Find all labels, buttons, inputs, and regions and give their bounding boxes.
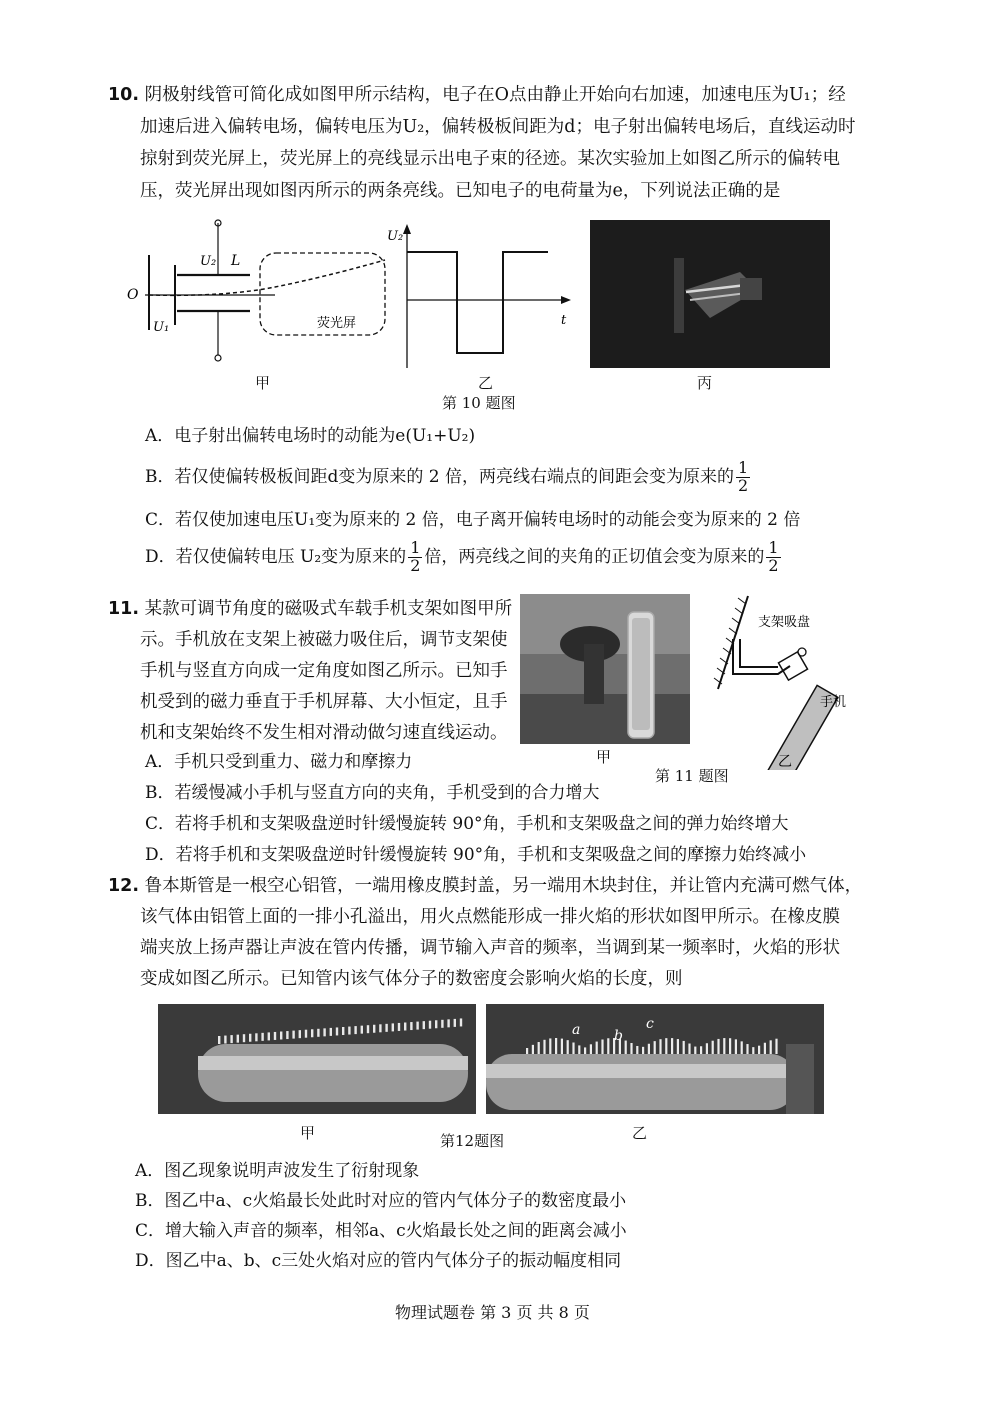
flame — [416, 1022, 418, 1030]
flame — [717, 1039, 719, 1054]
label-l: L — [231, 253, 241, 269]
flame — [218, 1036, 220, 1044]
q11-line-3: 手机与竖直方向成一定角度如图乙所示。已知手 — [140, 661, 508, 681]
flame — [636, 1046, 638, 1054]
q10-option-b — [145, 460, 752, 495]
q10-option-a: A．电子射出偏转电场时的动能为e(U₁+U₂) — [145, 426, 476, 446]
flame — [404, 1023, 406, 1031]
flame — [758, 1046, 760, 1054]
flame — [746, 1044, 748, 1054]
figure-12-jia-photo — [158, 1004, 476, 1114]
label-t-axis: t — [561, 313, 567, 328]
flame — [354, 1026, 356, 1034]
flame — [410, 1022, 412, 1030]
flame — [447, 1019, 449, 1027]
flame — [249, 1034, 251, 1042]
flame — [723, 1038, 725, 1054]
flame — [549, 1038, 551, 1054]
flame — [392, 1023, 394, 1031]
flame — [770, 1040, 772, 1054]
label-u2: U₂ — [200, 254, 217, 269]
flame — [543, 1040, 545, 1054]
flame — [317, 1029, 319, 1037]
q10-option-b-text: B．若仅使偏转极板间距d变为原来的 2 倍，两亮线右端点的间距会变为原来的 — [145, 466, 734, 487]
flame — [460, 1018, 462, 1026]
q10-number: 10. — [108, 85, 140, 105]
label-11-jia: 甲 — [596, 748, 612, 766]
flame — [630, 1043, 632, 1054]
flame — [654, 1041, 656, 1054]
flame — [330, 1028, 332, 1036]
flame — [590, 1044, 592, 1054]
label-u1: U₁ — [153, 320, 170, 335]
label-sucker: 支架吸盘 — [758, 615, 811, 630]
flame — [671, 1038, 673, 1054]
flame — [348, 1027, 350, 1035]
figure-10-bing-photo — [590, 220, 830, 368]
q10-option-d-text-1: D．若仅使偏转电压 U₂变为原来的 — [145, 546, 407, 567]
flame — [665, 1038, 667, 1054]
figure-11-jia-photo — [520, 594, 690, 744]
q11-number: 11. — [108, 599, 140, 619]
flame — [764, 1043, 766, 1054]
q12-line-2: 该气体由铝管上面的一排小孔溢出，用火点燃能形成一排火焰的形状如图甲所示。在橡皮膜 — [140, 907, 840, 927]
point-a: a — [572, 1022, 581, 1038]
q12-line-1 — [108, 875, 862, 898]
page-footer: 物理试题卷 第 3 页 共 8 页 — [395, 1303, 590, 1322]
flame — [735, 1039, 737, 1054]
flame — [323, 1028, 325, 1036]
flame — [532, 1045, 534, 1054]
flame — [683, 1041, 685, 1054]
flame — [555, 1038, 557, 1054]
flame — [255, 1033, 257, 1041]
flame — [712, 1041, 714, 1054]
q12-option-d: D．图乙中a、b、c三处火焰对应的管内气体分子的振动幅度相同 — [135, 1251, 622, 1271]
q10-text-1: 阴极射线管可简化成如图甲所示结构，电子在O点由静止开始向右加速，加速电压为U₁；经 — [144, 85, 846, 105]
figure-10-jia — [125, 215, 395, 375]
figure-10-yi — [385, 220, 575, 370]
flame — [280, 1032, 282, 1040]
flame — [648, 1044, 650, 1054]
q10-line-4: 压，荧光屏出现如图丙所示的两条亮线。已知电子的电荷量为e，下列说法正确的是 — [140, 181, 781, 201]
flame — [625, 1041, 627, 1054]
q11-option-d: D．若将手机和支架吸盘逆时针缓慢旋转 90°角，手机和支架吸盘之间的摩擦力始终减小 — [145, 845, 807, 865]
flame — [526, 1048, 528, 1054]
flame — [305, 1030, 307, 1038]
flame — [706, 1043, 708, 1054]
flame — [237, 1035, 239, 1043]
q11-line-5: 机和支架始终不发生相对滑动做匀速直线运动。 — [140, 723, 508, 743]
flame — [677, 1039, 679, 1054]
q11-option-b: B．若缓慢减小手机与竖直方向的夹角，手机受到的合力增大 — [145, 783, 600, 803]
label-12-jia: 甲 — [300, 1124, 316, 1142]
q10-line-3: 掠射到荧光屏上，荧光屏上的亮线显示出电子束的径迹。某次实验加上如图乙所示的偏转电 — [140, 149, 840, 169]
flame — [286, 1031, 288, 1039]
q10-option-c: C．若仅使加速电压U₁变为原来的 2 倍，电子离开偏转电场时的动能会变为原来的 2 倍 — [145, 510, 801, 530]
flame — [292, 1031, 294, 1039]
label-screen: 荧光屏 — [317, 316, 357, 331]
flame — [268, 1032, 270, 1040]
flame — [373, 1025, 375, 1033]
flame — [700, 1046, 702, 1054]
flame — [435, 1020, 437, 1028]
flame — [741, 1041, 743, 1054]
flame — [454, 1019, 456, 1027]
label-yi: 乙 — [478, 374, 494, 392]
flame — [561, 1039, 563, 1054]
q10-line-1 — [108, 84, 846, 107]
fraction-half: $\frac{1}{2}$ — [768, 538, 779, 575]
flame — [261, 1033, 263, 1041]
q10-line-2: 加速后进入偏转电场，偏转电压为U₂，偏转极板间距为d；电子射出偏转电场后，直线运动时 — [140, 117, 856, 137]
label-o: O — [127, 287, 139, 303]
flame — [752, 1047, 754, 1054]
flame — [398, 1023, 400, 1031]
flame — [607, 1038, 609, 1054]
q12-figure-caption: 第12题图 — [440, 1132, 505, 1150]
flame — [572, 1043, 574, 1054]
label-jia: 甲 — [255, 374, 271, 392]
flame — [299, 1030, 301, 1038]
flame — [243, 1034, 245, 1042]
flame — [423, 1021, 425, 1029]
flame — [538, 1042, 540, 1054]
label-11-yi: 乙 — [778, 754, 792, 770]
q10-figure-caption: 第 10 题图 — [442, 394, 516, 412]
flame — [230, 1035, 232, 1043]
figure-12-yi-photo — [486, 1004, 824, 1114]
q12-text-1: 鲁本斯管是一根空心铝管，一端用橡皮膜封盖，另一端用木块封住，并让管内充满可燃气体， — [144, 876, 863, 896]
q12-option-b: B．图乙中a、c火焰最长处此时对应的管内气体分子的数密度最小 — [135, 1191, 627, 1211]
flame — [601, 1039, 603, 1054]
fraction-half: $\frac{1}{2}$ — [738, 458, 749, 495]
q11-line-2: 示。手机放在支架上被磁力吸住后，调节支架使 — [140, 630, 508, 650]
q12-line-3: 端夹放上扬声器让声波在管内传播，调节输入声音的频率，当调到某一频率时，火焰的形状 — [140, 938, 840, 958]
label-12-yi: 乙 — [632, 1124, 648, 1142]
label-u2-axis: U₂ — [387, 229, 404, 244]
flame — [694, 1047, 696, 1054]
flame — [361, 1026, 363, 1034]
q11-option-c: C．若将手机和支架吸盘逆时针缓慢旋转 90°角，手机和支架吸盘之间的弹力始终增大 — [145, 814, 789, 834]
flame — [336, 1027, 338, 1035]
q12-number: 12. — [108, 876, 140, 896]
q12-line-4: 变成如图乙所示。已知管内该气体分子的数密度会影响火焰的长度，则 — [140, 969, 683, 989]
flame — [367, 1025, 369, 1033]
fraction-half: $\frac{1}{2}$ — [410, 538, 421, 575]
flame — [429, 1021, 431, 1029]
flame — [642, 1047, 644, 1054]
flame — [441, 1020, 443, 1028]
flame — [729, 1038, 731, 1054]
q11-line-1 — [108, 598, 512, 621]
q11-figure-caption: 第 11 题图 — [655, 767, 729, 785]
flame — [342, 1027, 344, 1035]
flame — [379, 1024, 381, 1032]
q11-text-1: 某款可调节角度的磁吸式车载手机支架如图甲所 — [144, 599, 513, 619]
figure-11-yi — [700, 594, 870, 770]
point-b: b — [614, 1028, 623, 1044]
flame — [224, 1036, 226, 1044]
q12-option-c: C．增大输入声音的频率，相邻a、c火焰最长处之间的距离会减小 — [135, 1221, 627, 1241]
flame — [688, 1044, 690, 1054]
q12-option-a: A．图乙现象说明声波发生了衍射现象 — [135, 1161, 420, 1181]
flame — [596, 1042, 598, 1054]
q11-option-a: A．手机只受到重力、磁力和摩擦力 — [145, 752, 413, 772]
q11-line-4: 机受到的磁力垂直于手机屏幕、大小恒定，且手 — [140, 692, 508, 712]
label-phone: 手机 — [820, 695, 847, 710]
point-c: c — [646, 1016, 654, 1032]
flame — [567, 1040, 569, 1054]
flame — [385, 1024, 387, 1032]
q10-option-d-text-2: 倍，两亮线之间的夹角的正切值会变为原来的 — [424, 546, 765, 567]
label-bing: 丙 — [697, 374, 713, 392]
flame — [311, 1029, 313, 1037]
q10-option-d — [145, 540, 783, 575]
flame — [775, 1039, 777, 1054]
flame — [578, 1045, 580, 1054]
flame — [584, 1047, 586, 1054]
flame — [274, 1032, 276, 1040]
flame — [659, 1039, 661, 1054]
